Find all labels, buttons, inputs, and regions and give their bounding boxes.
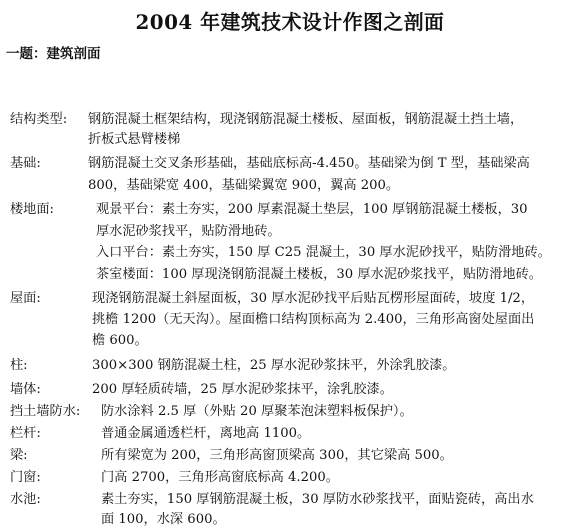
column-label: 柱: (10, 358, 28, 373)
window-label: 门窗: (10, 470, 41, 485)
column-line-1: 300×300 钢筋混凝土柱，25 厚水泥砂浆抹平，外涂乳胶漆。 (92, 358, 456, 373)
floor-line-3: 入口平台：素土夯实，150 厚 C25 混凝土，30 厚水泥砂找平，贴防滑地砖。 (96, 245, 551, 260)
structure-label: 结构类型: (10, 112, 68, 127)
floor-line-1: 观景平台：素土夯实，200 厚素混凝土垫层，100 厚钢筋混凝土楼板，30 (96, 202, 528, 217)
railing-line-1: 普通金属通透栏杆，离地高 1100。 (101, 426, 311, 441)
pool-line-2: 面 100，水深 600。 (101, 512, 226, 527)
floor-label: 楼地面: (10, 202, 55, 217)
section-heading: 一题：建筑剖面 (6, 46, 101, 62)
structure-line-1: 钢筋混凝土框架结构，现浇钢筋混凝土楼板、屋面板，钢筋混凝土挡土墙， (88, 112, 524, 127)
beam-label: 梁: (10, 448, 28, 463)
foundation-label: 基础: (10, 156, 41, 171)
foundation-line-2: 800，基础梁宽 400，基础梁翼宽 900，翼高 200。 (88, 178, 400, 193)
wall-line-1: 200 厚轻质砖墙，25 厚水泥砂浆抹平，涂乳胶漆。 (92, 382, 393, 397)
beam-line-1: 所有梁宽为 200，三角形高窗顶梁高 300，其它梁高 500。 (101, 448, 453, 463)
railing-label: 栏杆: (10, 426, 41, 441)
pool-line-1: 素土夯实，150 厚钢筋混凝土板，30 厚防水砂浆找平，面贴瓷砖，高出水 (101, 492, 534, 507)
roof-line-2: 挑檐 1200（无天沟）。屋面檐口结构顶标高为 2.400，三角形高窗处屋面出 (92, 312, 535, 327)
floor-line-2: 厚水泥砂浆找平，贴防滑地砖。 (96, 224, 281, 239)
retaining-line-1: 防水涂料 2.5 厚（外贴 20 厚聚苯泡沫塑料板保护）。 (101, 404, 413, 419)
document-title: 2004 年建筑技术设计作图之剖面 (135, 10, 445, 34)
roof-label: 屋面: (10, 291, 41, 306)
window-line-1: 门高 2700，三角形高窗底标高 4.200。 (101, 470, 339, 485)
roof-line-1: 现浇钢筋混凝土斜屋面板，30 厚水泥砂找平后贴瓦楞形屋面砖，坡度 1/2， (92, 291, 535, 306)
wall-label: 墙体: (10, 382, 41, 397)
structure-line-2: 折板式悬臂楼梯 (88, 132, 181, 147)
floor-line-4: 茶室楼面：100 厚现浇钢筋混凝土楼板，30 厚水泥砂浆找平，贴防滑地砖。 (96, 267, 542, 282)
retaining-label: 挡土墙防水: (10, 404, 81, 419)
pool-label: 水池: (10, 492, 41, 507)
foundation-line-1: 钢筋混凝土交叉条形基础，基础底标高-4.450。基础梁为倒 T 型，基础梁高 (88, 156, 530, 171)
roof-line-3: 檐 600。 (92, 333, 148, 348)
